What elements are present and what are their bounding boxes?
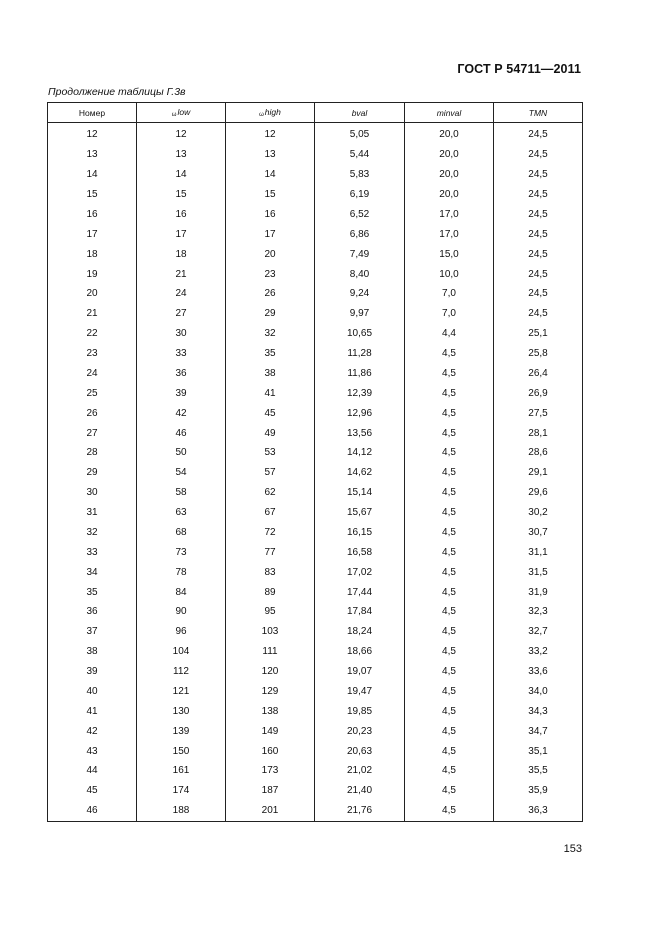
table-cell: 29,1 (494, 463, 583, 483)
table-cell: 21 (137, 264, 226, 284)
table-row (48, 721, 583, 741)
table-cell: 4,5 (405, 682, 494, 702)
table-cell: 21,02 (315, 761, 405, 781)
table-cell: 24,5 (494, 165, 583, 185)
table-cell: 96 (137, 622, 226, 642)
table-cell: 8,40 (315, 264, 405, 284)
table-cell: 31,5 (494, 562, 583, 582)
table-cell: 72 (226, 523, 315, 543)
table-cell: 20,0 (405, 165, 494, 185)
table-cell: 6,19 (315, 185, 405, 205)
table-cell: 161 (137, 761, 226, 781)
table-cell: 138 (226, 701, 315, 721)
table-cell: 53 (226, 443, 315, 463)
table-cell: 19,07 (315, 662, 405, 682)
table-cell: 34 (48, 562, 137, 582)
table-cell: 45 (226, 403, 315, 423)
table-cell: 42 (48, 721, 137, 741)
table-row (48, 324, 583, 344)
table-cell: 11,28 (315, 344, 405, 364)
table-cell: 4,5 (405, 364, 494, 384)
table-row (48, 602, 583, 622)
column-header-number: Номер (48, 103, 137, 123)
table-cell: 16 (48, 205, 137, 225)
table-cell: 44 (48, 761, 137, 781)
table-cell: 7,0 (405, 284, 494, 304)
table-cell: 188 (137, 801, 226, 821)
table-cell: 32 (226, 324, 315, 344)
table-row (48, 582, 583, 602)
table-row (48, 463, 583, 483)
table-cell: 13 (226, 145, 315, 165)
table-cell: 14 (226, 165, 315, 185)
table-cell: 25,8 (494, 344, 583, 364)
table-cell: 35,5 (494, 761, 583, 781)
table-row (48, 165, 583, 185)
table-cell: 36 (48, 602, 137, 622)
table-cell: 39 (48, 662, 137, 682)
table-cell: 4,5 (405, 443, 494, 463)
table-cell: 12,39 (315, 383, 405, 403)
table-cell: 34,0 (494, 682, 583, 702)
table-cell: 67 (226, 503, 315, 523)
table-cell: 11,86 (315, 364, 405, 384)
table-cell: 30,7 (494, 523, 583, 543)
table-cell: 31,9 (494, 582, 583, 602)
table-cell: 9,97 (315, 304, 405, 324)
table-cell: 14 (137, 165, 226, 185)
table-cell: 73 (137, 542, 226, 562)
table-cell: 10,0 (405, 264, 494, 284)
table-cell: 15,0 (405, 244, 494, 264)
table-cell: 63 (137, 503, 226, 523)
table-cell: 26 (48, 403, 137, 423)
table-cell: 32 (48, 523, 137, 543)
table-row (48, 542, 583, 562)
table-cell: 17,84 (315, 602, 405, 622)
table-body (48, 123, 583, 822)
table-cell: 6,52 (315, 205, 405, 225)
table-cell: 15 (226, 185, 315, 205)
table-cell: 121 (137, 682, 226, 702)
table-cell: 46 (137, 423, 226, 443)
table-cell: 174 (137, 781, 226, 801)
table-cell: 111 (226, 642, 315, 662)
table-cell: 32,3 (494, 602, 583, 622)
table-cell: 17 (226, 224, 315, 244)
table-cell: 14,12 (315, 443, 405, 463)
table-cell: 18 (48, 244, 137, 264)
table-row (48, 503, 583, 523)
table-cell: 17 (48, 224, 137, 244)
table-cell: 35,9 (494, 781, 583, 801)
table-cell: 24,5 (494, 205, 583, 225)
table-cell: 15 (48, 185, 137, 205)
omega-symbol: ω (171, 112, 177, 118)
table-cell: 4,5 (405, 761, 494, 781)
table-row (48, 483, 583, 503)
table-cell: 15 (137, 185, 226, 205)
table-cell: 30 (137, 324, 226, 344)
table-row (48, 741, 583, 761)
table-cell: 37 (48, 622, 137, 642)
table-cell: 43 (48, 741, 137, 761)
table-cell: 24,5 (494, 264, 583, 284)
table-cell: 18 (137, 244, 226, 264)
table-row (48, 682, 583, 702)
table-cell: 20,0 (405, 185, 494, 205)
table-row (48, 264, 583, 284)
table-cell: 20,0 (405, 123, 494, 145)
table-cell: 33 (48, 542, 137, 562)
table-cell: 15,14 (315, 483, 405, 503)
table-row (48, 284, 583, 304)
table-header-row (48, 103, 583, 123)
table-cell: 12 (48, 123, 137, 145)
table-cell: 4,5 (405, 622, 494, 642)
table-row (48, 403, 583, 423)
table-row (48, 642, 583, 662)
page-number: 153 (563, 843, 582, 855)
table-cell: 130 (137, 701, 226, 721)
table-cell: 45 (48, 781, 137, 801)
table-cell: 4,5 (405, 602, 494, 622)
table-cell: 7,49 (315, 244, 405, 264)
table-cell: 24,5 (494, 244, 583, 264)
table-cell: 18,66 (315, 642, 405, 662)
table-row (48, 304, 583, 324)
column-header-label: high (264, 107, 281, 117)
document-code: ГОСТ Р 54711—2011 (457, 62, 581, 76)
table-cell: 20,0 (405, 145, 494, 165)
table-cell: 7,0 (405, 304, 494, 324)
table-cell: 17 (137, 224, 226, 244)
table-cell: 84 (137, 582, 226, 602)
table-cell: 5,44 (315, 145, 405, 165)
table-cell: 22 (48, 324, 137, 344)
table-cell: 34,7 (494, 721, 583, 741)
table-cell: 33,2 (494, 642, 583, 662)
table-cell: 17,02 (315, 562, 405, 582)
table-cell: 18,24 (315, 622, 405, 642)
table-cell: 5,83 (315, 165, 405, 185)
table-cell: 20 (48, 284, 137, 304)
table-cell: 112 (137, 662, 226, 682)
table-cell: 129 (226, 682, 315, 702)
table-cell: 28,6 (494, 443, 583, 463)
table-cell: 24,5 (494, 304, 583, 324)
table-cell: 13 (137, 145, 226, 165)
table-cell: 77 (226, 542, 315, 562)
table-cell: 6,86 (315, 224, 405, 244)
table-cell: 24,5 (494, 224, 583, 244)
table-cell: 4,5 (405, 801, 494, 821)
table-cell: 38 (48, 642, 137, 662)
table-cell: 49 (226, 423, 315, 443)
table-cell: 14,62 (315, 463, 405, 483)
table-row (48, 123, 583, 145)
table-cell: 21 (48, 304, 137, 324)
table-cell: 21,76 (315, 801, 405, 821)
table-row (48, 562, 583, 582)
table-cell: 4,5 (405, 781, 494, 801)
column-header-omega-low (137, 103, 226, 123)
table-cell: 29 (48, 463, 137, 483)
table-cell: 4,5 (405, 463, 494, 483)
table-cell: 23 (48, 344, 137, 364)
table-cell: 150 (137, 741, 226, 761)
table-row (48, 224, 583, 244)
table-cell: 4,5 (405, 344, 494, 364)
table-cell: 4,5 (405, 642, 494, 662)
table-row (48, 443, 583, 463)
table-cell: 25,1 (494, 324, 583, 344)
table-cell: 12 (137, 123, 226, 145)
table-cell: 78 (137, 562, 226, 582)
table-cell: 120 (226, 662, 315, 682)
table-cell: 24,5 (494, 145, 583, 165)
table-cell: 16,58 (315, 542, 405, 562)
table-cell: 24,5 (494, 123, 583, 145)
table-cell: 17,44 (315, 582, 405, 602)
table-cell: 21,40 (315, 781, 405, 801)
table-cell: 20,63 (315, 741, 405, 761)
table-row (48, 701, 583, 721)
table-cell: 16 (137, 205, 226, 225)
column-header-tmn: TMN (494, 103, 583, 123)
table-cell: 35 (48, 582, 137, 602)
table-cell: 4,5 (405, 562, 494, 582)
table-row (48, 185, 583, 205)
column-header-bval: bval (315, 103, 405, 123)
table-cell: 24,5 (494, 284, 583, 304)
table-row (48, 205, 583, 225)
table-cell: 27 (137, 304, 226, 324)
table-cell: 27,5 (494, 403, 583, 423)
table-cell: 31,1 (494, 542, 583, 562)
table-cell: 4,5 (405, 542, 494, 562)
table-cell: 42 (137, 403, 226, 423)
table-cell: 19,85 (315, 701, 405, 721)
table-cell: 26 (226, 284, 315, 304)
column-header-minval: minval (405, 103, 494, 123)
table-cell: 9,24 (315, 284, 405, 304)
table-row (48, 801, 583, 821)
table-cell: 4,5 (405, 523, 494, 543)
table-cell: 39 (137, 383, 226, 403)
table-cell: 12,96 (315, 403, 405, 423)
table-cell: 28,1 (494, 423, 583, 443)
table-row (48, 622, 583, 642)
table-cell: 13 (48, 145, 137, 165)
table-cell: 4,5 (405, 662, 494, 682)
table-cell: 187 (226, 781, 315, 801)
table-cell: 50 (137, 443, 226, 463)
table-cell: 35,1 (494, 741, 583, 761)
table-cell: 33 (137, 344, 226, 364)
table-cell: 4,5 (405, 721, 494, 741)
table-cell: 17,0 (405, 205, 494, 225)
table-cell: 62 (226, 483, 315, 503)
table-cell: 28 (48, 443, 137, 463)
data-table (47, 102, 583, 822)
table-cell: 4,5 (405, 403, 494, 423)
table-cell: 16 (226, 205, 315, 225)
table-cell: 54 (137, 463, 226, 483)
table-cell: 10,65 (315, 324, 405, 344)
table-cell: 46 (48, 801, 137, 821)
table-cell: 30,2 (494, 503, 583, 523)
table-cell: 173 (226, 761, 315, 781)
table-cell: 20 (226, 244, 315, 264)
table-cell: 4,5 (405, 741, 494, 761)
column-header-label: low (177, 107, 191, 117)
table-row (48, 364, 583, 384)
omega-symbol: ω (259, 112, 264, 118)
table-row (48, 523, 583, 543)
table-cell: 32,7 (494, 622, 583, 642)
table-cell: 104 (137, 642, 226, 662)
table-cell: 4,5 (405, 423, 494, 443)
table-cell: 57 (226, 463, 315, 483)
table-row (48, 781, 583, 801)
table-row (48, 761, 583, 781)
table-cell: 15,67 (315, 503, 405, 523)
table-cell: 4,5 (405, 383, 494, 403)
table-row (48, 344, 583, 364)
table-row (48, 244, 583, 264)
table-cell: 26,9 (494, 383, 583, 403)
table-cell: 201 (226, 801, 315, 821)
table-cell: 40 (48, 682, 137, 702)
table-cell: 17,0 (405, 224, 494, 244)
table-cell: 36,3 (494, 801, 583, 821)
table-cell: 20,23 (315, 721, 405, 741)
table-cell: 29 (226, 304, 315, 324)
table-row (48, 662, 583, 682)
table-cell: 36 (137, 364, 226, 384)
table-cell: 4,5 (405, 582, 494, 602)
table-cell: 24,5 (494, 185, 583, 205)
table-cell: 14 (48, 165, 137, 185)
table-cell: 25 (48, 383, 137, 403)
table-cell: 89 (226, 582, 315, 602)
table-cell: 34,3 (494, 701, 583, 721)
table-caption: Продолжение таблицы Г.3в (48, 86, 186, 98)
table-row (48, 423, 583, 443)
table-cell: 4,5 (405, 701, 494, 721)
table-cell: 24 (137, 284, 226, 304)
table-cell: 16,15 (315, 523, 405, 543)
table-cell: 83 (226, 562, 315, 582)
table-cell: 23 (226, 264, 315, 284)
table-cell: 35 (226, 344, 315, 364)
table-cell: 27 (48, 423, 137, 443)
table-cell: 33,6 (494, 662, 583, 682)
table-cell: 24 (48, 364, 137, 384)
table-cell: 149 (226, 721, 315, 741)
table-cell: 30 (48, 483, 137, 503)
column-header-omega-high (226, 103, 315, 123)
table-cell: 31 (48, 503, 137, 523)
table-cell: 13,56 (315, 423, 405, 443)
table-cell: 103 (226, 622, 315, 642)
table-cell: 19 (48, 264, 137, 284)
table-cell: 29,6 (494, 483, 583, 503)
table-cell: 5,05 (315, 123, 405, 145)
table-cell: 41 (226, 383, 315, 403)
table-cell: 4,4 (405, 324, 494, 344)
table-cell: 12 (226, 123, 315, 145)
table-cell: 58 (137, 483, 226, 503)
table-cell: 41 (48, 701, 137, 721)
table-cell: 4,5 (405, 483, 494, 503)
table-row (48, 383, 583, 403)
table-cell: 26,4 (494, 364, 583, 384)
table-cell: 38 (226, 364, 315, 384)
table-cell: 68 (137, 523, 226, 543)
table-cell: 95 (226, 602, 315, 622)
table-cell: 19,47 (315, 682, 405, 702)
table-cell: 90 (137, 602, 226, 622)
table-row (48, 145, 583, 165)
table-cell: 139 (137, 721, 226, 741)
table-cell: 160 (226, 741, 315, 761)
table-cell: 4,5 (405, 503, 494, 523)
